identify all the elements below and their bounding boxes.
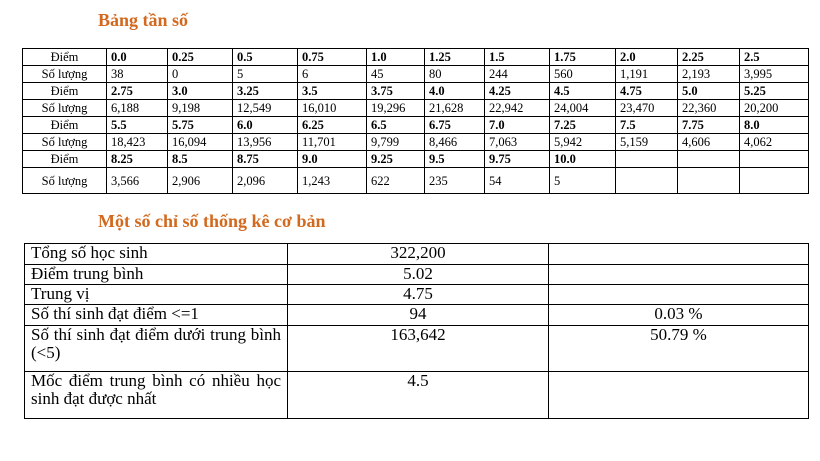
score-cell: 1.25 (425, 49, 485, 66)
count-cell: 8,466 (425, 134, 485, 151)
score-cell: 0.0 (107, 49, 168, 66)
count-cell: 5,942 (550, 134, 616, 151)
score-cell: 6.25 (298, 117, 367, 134)
stat-row (25, 372, 809, 419)
score-cell: 6.0 (233, 117, 298, 134)
statistics-table-title: Một số chỉ số thống kê cơ bản (98, 211, 326, 231)
count-cell (678, 168, 740, 194)
score-cell: 9.5 (425, 151, 485, 168)
stat-label: Mốc điểm trung bình có nhiều học sinh đạt được nhất (25, 372, 288, 419)
stat-label: Điểm trung bình (25, 265, 288, 285)
stat-percent (549, 372, 809, 419)
row-label: Điểm (23, 117, 107, 134)
count-cell: 12,549 (233, 100, 298, 117)
stat-label: Số thí sinh đạt điểm dưới trung bình (<5) (25, 326, 288, 372)
count-cell: 244 (485, 66, 550, 83)
score-cell: 0.5 (233, 49, 298, 66)
score-cell: 2.5 (740, 49, 809, 66)
count-cell: 2,096 (233, 168, 298, 194)
score-row (23, 49, 809, 66)
stat-row (25, 326, 809, 372)
count-cell: 9,198 (168, 100, 233, 117)
count-row (23, 66, 809, 83)
score-cell: 6.5 (367, 117, 425, 134)
count-cell: 622 (367, 168, 425, 194)
score-cell: 2.75 (107, 83, 168, 100)
stat-percent (549, 285, 809, 305)
count-cell: 4,062 (740, 134, 809, 151)
score-cell (678, 151, 740, 168)
count-cell: 22,942 (485, 100, 550, 117)
count-cell: 16,094 (168, 134, 233, 151)
score-cell: 7.0 (485, 117, 550, 134)
row-label: Số lượng (23, 168, 107, 194)
score-cell: 8.75 (233, 151, 298, 168)
stat-value: 322,200 (288, 244, 549, 265)
count-cell: 18,423 (107, 134, 168, 151)
count-cell: 9,799 (367, 134, 425, 151)
score-cell: 9.0 (298, 151, 367, 168)
score-cell: 1.5 (485, 49, 550, 66)
stat-value: 163,642 (288, 326, 549, 372)
count-cell: 13,956 (233, 134, 298, 151)
count-cell: 24,004 (550, 100, 616, 117)
score-cell: 5.0 (678, 83, 740, 100)
score-cell: 2.25 (678, 49, 740, 66)
stat-percent: 0.03 % (549, 305, 809, 326)
count-cell: 80 (425, 66, 485, 83)
frequency-table (22, 48, 809, 194)
score-cell: 3.0 (168, 83, 233, 100)
count-cell: 2,906 (168, 168, 233, 194)
stat-row (25, 305, 809, 326)
count-cell: 7,063 (485, 134, 550, 151)
row-label: Điểm (23, 151, 107, 168)
stat-row (25, 285, 809, 305)
score-cell (740, 151, 809, 168)
score-cell: 7.5 (616, 117, 678, 134)
score-cell: 2.0 (616, 49, 678, 66)
count-cell: 2,193 (678, 66, 740, 83)
score-cell: 1.75 (550, 49, 616, 66)
count-cell: 0 (168, 66, 233, 83)
count-cell: 1,191 (616, 66, 678, 83)
score-row (23, 83, 809, 100)
stat-label: Số thí sinh đạt điểm <=1 (25, 305, 288, 326)
count-cell: 235 (425, 168, 485, 194)
count-cell: 21,628 (425, 100, 485, 117)
stat-percent: 50.79 % (549, 326, 809, 372)
score-cell: 0.25 (168, 49, 233, 66)
score-row (23, 117, 809, 134)
score-cell: 9.25 (367, 151, 425, 168)
stat-label: Trung vị (25, 285, 288, 305)
stat-label: Tổng số học sinh (25, 244, 288, 265)
stat-percent (549, 244, 809, 265)
count-cell: 5 (233, 66, 298, 83)
row-label: Điểm (23, 83, 107, 100)
count-cell: 4,606 (678, 134, 740, 151)
count-cell (616, 168, 678, 194)
count-cell: 11,701 (298, 134, 367, 151)
count-cell: 38 (107, 66, 168, 83)
score-cell: 5.75 (168, 117, 233, 134)
row-label: Điểm (23, 49, 107, 66)
count-row (23, 134, 809, 151)
score-cell: 7.75 (678, 117, 740, 134)
stat-value: 4.5 (288, 372, 549, 419)
score-cell: 8.0 (740, 117, 809, 134)
count-cell: 16,010 (298, 100, 367, 117)
count-cell: 45 (367, 66, 425, 83)
stat-value: 4.75 (288, 285, 549, 305)
score-cell: 3.75 (367, 83, 425, 100)
score-cell: 8.25 (107, 151, 168, 168)
stat-row (25, 244, 809, 265)
count-cell: 1,243 (298, 168, 367, 194)
count-cell: 19,296 (367, 100, 425, 117)
score-cell: 8.5 (168, 151, 233, 168)
score-cell: 10.0 (550, 151, 616, 168)
score-cell (616, 151, 678, 168)
stat-value: 5.02 (288, 265, 549, 285)
count-cell: 3,995 (740, 66, 809, 83)
score-cell: 5.25 (740, 83, 809, 100)
stat-value: 94 (288, 305, 549, 326)
score-cell: 7.25 (550, 117, 616, 134)
count-row (23, 168, 809, 194)
count-cell: 5 (550, 168, 616, 194)
count-cell: 20,200 (740, 100, 809, 117)
stat-percent (549, 265, 809, 285)
score-cell: 1.0 (367, 49, 425, 66)
count-cell: 5,159 (616, 134, 678, 151)
score-cell: 5.5 (107, 117, 168, 134)
score-cell: 6.75 (425, 117, 485, 134)
score-cell: 3.25 (233, 83, 298, 100)
statistics-table (24, 243, 809, 419)
score-cell: 4.5 (550, 83, 616, 100)
count-row (23, 100, 809, 117)
count-cell: 560 (550, 66, 616, 83)
row-label: Số lượng (23, 66, 107, 83)
count-cell: 3,566 (107, 168, 168, 194)
count-cell: 22,360 (678, 100, 740, 117)
count-cell: 6 (298, 66, 367, 83)
row-label: Số lượng (23, 100, 107, 117)
count-cell: 6,188 (107, 100, 168, 117)
score-cell: 4.25 (485, 83, 550, 100)
count-cell (740, 168, 809, 194)
stat-row (25, 265, 809, 285)
score-cell: 9.75 (485, 151, 550, 168)
score-cell: 3.5 (298, 83, 367, 100)
score-cell: 4.0 (425, 83, 485, 100)
row-label: Số lượng (23, 134, 107, 151)
count-cell: 54 (485, 168, 550, 194)
score-cell: 0.75 (298, 49, 367, 66)
score-cell: 4.75 (616, 83, 678, 100)
count-cell: 23,470 (616, 100, 678, 117)
score-row (23, 151, 809, 168)
frequency-table-title: Bảng tần số (98, 10, 189, 30)
